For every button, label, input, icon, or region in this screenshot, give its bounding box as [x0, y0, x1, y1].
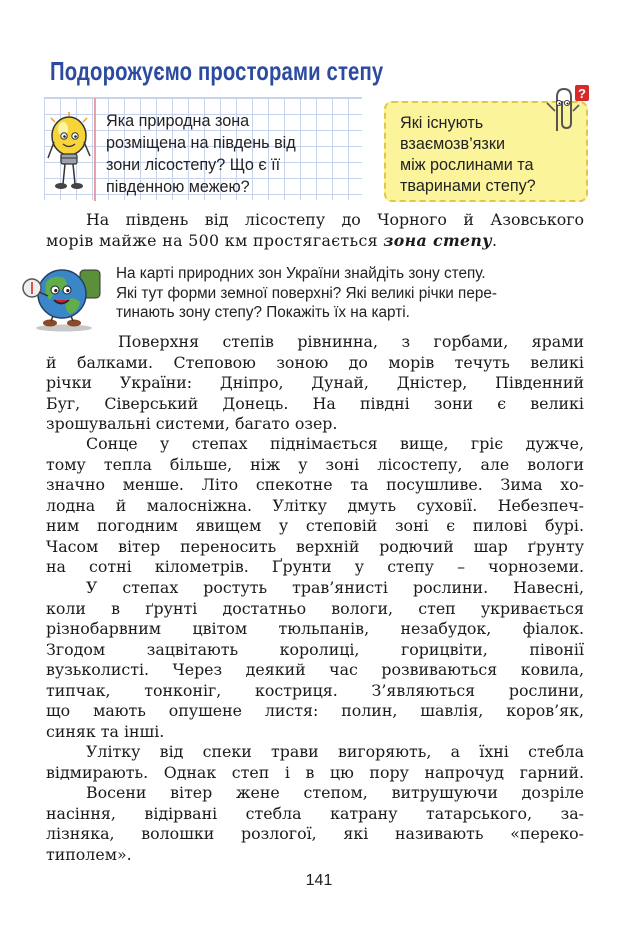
text-line: на сотні кілометрів. Ґрунти у степу – чорноземи.: [46, 557, 584, 576]
task-line: На карті природних зон України знайдіть зону степу.: [116, 265, 486, 282]
text-line: Часом вітер переносить верхній родючий шар ґрунту: [46, 536, 584, 556]
text-line: тому тепла більше, ніж у зоні лісостепу, але вологи: [46, 454, 584, 474]
question-box: [44, 97, 362, 200]
paragraph-autumn: [46, 783, 584, 865]
question-line: Яка природна зона: [106, 112, 250, 130]
page-title: Подорожуємо просторами степу: [50, 56, 384, 86]
question-line: розміщена на південь від: [106, 134, 296, 152]
interrelation-line: тваринами степу?: [400, 177, 536, 195]
question-text: [106, 110, 356, 198]
text-line: коли в ґрунті достатньо вологи, степ укривається: [46, 598, 584, 618]
text-line: На південь від лісостепу до Чорного й Азовського: [86, 210, 584, 229]
text-line: Згодом зацвітають королиці, горицвіти, півонії: [46, 639, 584, 659]
text-line: Буг, Сіверський Донець. На півдні зони є великі: [46, 393, 584, 413]
text-line: відмирають. Однак степ і в цю пору напрочуд гарний.: [46, 762, 584, 782]
interrelation-line: між рослинами та: [400, 156, 534, 174]
text-line: Улітку від спеки трави вигоряють, а їхні стебла: [86, 742, 584, 761]
globe-character-icon: [20, 262, 108, 332]
interrelation-line: Які існують: [400, 114, 484, 132]
task-line: Які тут форми земної поверхні? Які великі річки пере-: [116, 284, 497, 302]
question-line: південною межею?: [106, 178, 250, 196]
paragraph-summer: [46, 742, 584, 783]
text-line: Восени вітер жене степом, витрушуючи дозріле: [86, 783, 584, 802]
text-line: ним погодним явищем у степовій зоні є пилові бурі.: [46, 516, 584, 535]
map-task: [116, 264, 586, 323]
text-line: [46, 231, 584, 252]
text-line: Поверхня степів рівнинна, з горбами, ярами: [118, 332, 584, 351]
text-line: Сонце у степах піднімається вище, гріє дужче,: [86, 434, 584, 453]
text-line: лізняка, волошки розлогої, які називають «переко-: [46, 824, 584, 843]
intro-text: морів майже на 500 км простягається: [46, 230, 384, 250]
paperclip-question-icon: [545, 83, 591, 133]
text-line: різнобарвним цвітом тюльпанів, незабудок, фіалок.: [46, 619, 584, 638]
text-line: насіння, відірвані стебла катрану татарського, за-: [46, 803, 584, 823]
question-line: зони лісостепу? Що є її: [106, 156, 281, 174]
text-line: типчак, тонконіг, костриця. З’являються рослини,: [46, 680, 584, 700]
paragraph-climate: [46, 434, 584, 578]
question-mark-badge: ?: [578, 86, 586, 101]
lightbulb-icon: [46, 112, 92, 194]
term-steppe-zone: зона степу: [383, 230, 493, 250]
text-line: й балками. Степовою зоною до морів течуть великі: [46, 352, 584, 372]
text-line: лодна й малосніжна. Улітку дмуть суховії. Небезпеч-: [46, 495, 584, 515]
paragraph-plants: [46, 578, 584, 742]
interrelation-line: взаємозв’язки: [400, 135, 505, 153]
intro-paragraph: [46, 210, 584, 251]
text-line: зрошувальні системи, багато озер.: [46, 414, 338, 433]
margin-line: [94, 98, 96, 201]
page-number: 141: [305, 872, 333, 889]
text-line: У степах ростуть трав’янисті рослини. Навесні,: [86, 578, 584, 597]
paragraph-surface: [46, 332, 584, 435]
intro-period: .: [492, 230, 498, 250]
task-line: тинають зону степу? Покажіть їх на карті.: [116, 304, 410, 321]
text-line: що мають опушене листя: полин, шавлія, коров’як,: [46, 701, 584, 720]
text-line: значно менше. Літо спекотне та посушливе. Зима хо-: [46, 475, 584, 494]
text-line: річки України: Дніпро, Дунай, Дністер, Південний: [46, 373, 584, 392]
text-line: вузьколисті. Через деякий час розвиваються ковила,: [46, 660, 584, 679]
text-line: синяк та інші.: [46, 721, 165, 741]
text-line: типолем».: [46, 844, 132, 864]
